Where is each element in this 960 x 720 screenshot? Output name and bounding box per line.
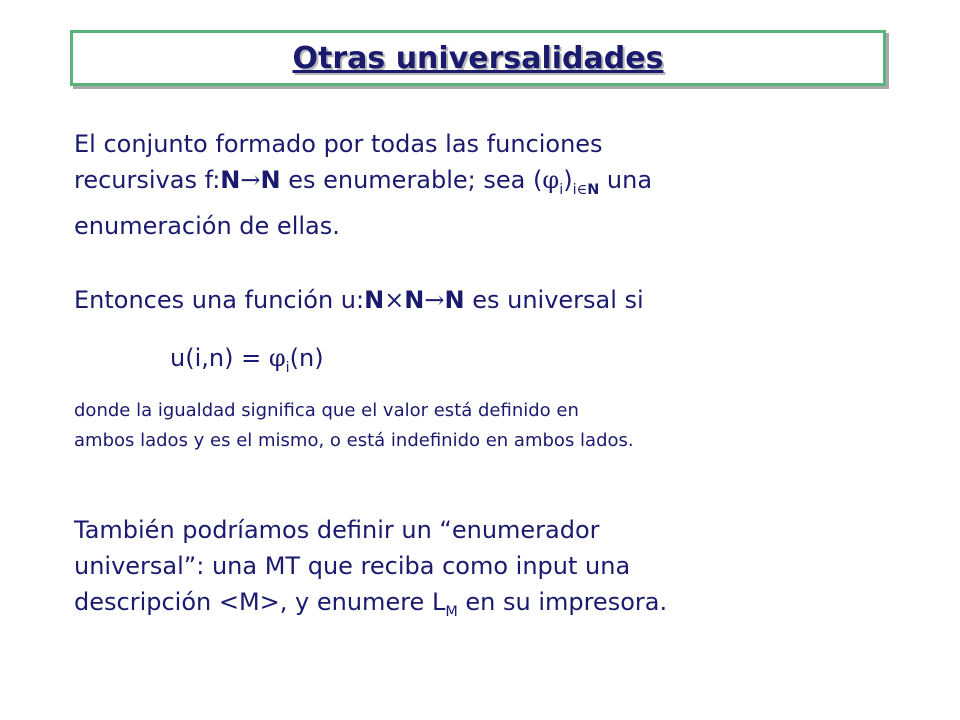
subscript-i: i [559, 181, 564, 198]
p2-post: es universal si [464, 286, 644, 314]
p2-line [74, 282, 914, 318]
subscript-i: i [285, 359, 290, 376]
subscript-m: M [445, 603, 458, 620]
p1-line1: El conjunto formado por todas las funciones [74, 130, 603, 158]
paragraph-universal [74, 282, 914, 318]
p1-line3: enumeración de ellas. [74, 211, 340, 240]
naturals-symbol: N [404, 286, 425, 314]
phi-symbol: φ [542, 166, 560, 194]
p1-line2-mid: es enumerable; sea ( [280, 166, 543, 194]
p3-line3-pre: descripción <M>, y enumere L [74, 588, 446, 616]
paragraph-enumeration [74, 126, 914, 244]
title-box [70, 30, 886, 86]
arrow-symbol: → [240, 166, 261, 194]
phi-symbol: φ [268, 344, 286, 372]
paragraph-enumerator [74, 512, 914, 630]
formula-rhs: (n) [289, 344, 324, 372]
times-symbol: × [384, 286, 405, 314]
p2-pre: Entonces una función u: [74, 286, 365, 314]
p1-line2 [74, 162, 914, 208]
arrow-symbol: → [424, 286, 445, 314]
formula-lhs: u(i,n) = [170, 344, 269, 372]
p1-line2-pre: recursivas f: [74, 166, 221, 194]
universal-formula [170, 340, 324, 386]
note-line1: donde la igualdad significa que el valor está definido en [74, 400, 579, 421]
subscript-index-set: i∈N [572, 181, 600, 198]
p3-line3-post: en su impresora. [457, 588, 668, 616]
naturals-symbol: N [220, 166, 241, 194]
naturals-symbol: N [444, 286, 465, 314]
p3-line1: También podríamos definir un “enumerador [74, 516, 600, 544]
naturals-symbol: N [260, 166, 281, 194]
slide-title: Otras universalidades [292, 40, 664, 76]
paragraph-equality-note [74, 396, 934, 456]
p3-line2: universal”: una MT que reciba como input una [74, 552, 631, 580]
p3-line3 [74, 584, 914, 630]
close-paren: ) [563, 166, 573, 194]
note-line2: ambos lados y es el mismo, o está indefinido en ambos lados. [74, 430, 634, 451]
naturals-symbol: N [364, 286, 385, 314]
p1-line2-post: una [599, 166, 653, 194]
